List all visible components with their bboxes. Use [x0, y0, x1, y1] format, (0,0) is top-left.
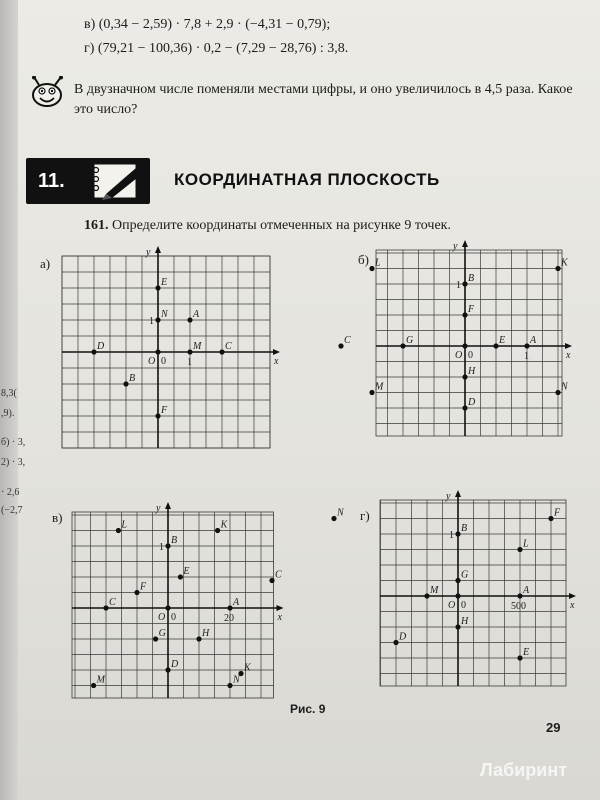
- point-A: [187, 317, 192, 322]
- point-C: [103, 605, 108, 610]
- point-label-F: F: [554, 507, 561, 519]
- point-G: [153, 636, 158, 641]
- x-axis-arrow: [569, 593, 576, 599]
- point-C: [338, 343, 343, 348]
- x-unit-label: 1: [524, 351, 529, 362]
- point-label-E: E: [161, 277, 168, 288]
- figure-caption: Рис. 9: [290, 702, 326, 716]
- y-axis-label: y: [453, 241, 458, 252]
- edge-fragment: (−2,7: [1, 505, 23, 516]
- y-axis-label: y: [156, 503, 161, 514]
- grid-lines: [380, 500, 566, 686]
- riddle-text: В двузначном числе поменяли местами цифры, и оно увеличилось в 4,5 раза. Какое это число?: [74, 82, 573, 117]
- zero-label: 0: [171, 612, 176, 623]
- point-D: [393, 640, 398, 645]
- smiley-icon: [30, 76, 66, 108]
- point-label-C: C: [344, 335, 351, 346]
- watermark-logo: Лабиринт: [480, 760, 568, 780]
- point-E: [178, 574, 183, 579]
- point-F: [548, 516, 553, 521]
- point-label-G: G: [461, 569, 469, 581]
- point-label-N: N: [233, 674, 240, 686]
- point-F: [462, 312, 467, 317]
- point-label-L: L: [121, 519, 127, 531]
- point-label-N: N: [561, 381, 568, 393]
- point-O: [155, 349, 160, 354]
- x-unit-label: 500: [511, 601, 526, 612]
- coordinate-grid-v: [72, 503, 282, 704]
- point-label-A: A: [523, 585, 530, 596]
- x-unit-label: 1: [187, 357, 192, 368]
- task-text: Определите координаты отмеченных на рисунке 9 точек.: [112, 218, 451, 233]
- exercise-line-g: г) (79,21 − 100,36) · 0,2 − (7,29 − 28,76) : 3,8.: [84, 41, 349, 56]
- section-number: 11.: [38, 170, 65, 192]
- edge-fragment: 2) · 3,: [1, 457, 26, 468]
- coordinate-grid-a: [62, 247, 279, 452]
- point-label-C: C: [225, 341, 232, 352]
- y-unit-label: 1: [149, 316, 154, 327]
- point-B: [455, 531, 460, 536]
- coordinate-grid-b: [344, 241, 574, 442]
- point-label-A: A: [193, 309, 200, 320]
- point-M: [91, 683, 96, 688]
- exercise-line-v: в) (0,34 − 2,59) · 7,8 + 2,9 · (−4,31 − 0,79);: [84, 17, 331, 32]
- x-axis-label: x: [277, 612, 282, 623]
- point-K: [555, 266, 560, 271]
- y-axis-label: y: [446, 491, 451, 502]
- edge-fragment: 8,3(: [1, 388, 17, 399]
- point-E: [493, 343, 498, 348]
- point-N: [227, 683, 232, 688]
- y-unit-label: 1: [449, 530, 454, 541]
- y-axis-label: y: [146, 247, 151, 258]
- panel-label-g: г): [360, 508, 370, 523]
- point-N: [331, 516, 336, 521]
- point-label-H: H: [468, 366, 476, 377]
- point-label-M: M: [375, 381, 384, 393]
- point-label-E: E: [523, 647, 530, 658]
- point-label-D: D: [97, 341, 105, 352]
- point-label-O: O: [148, 356, 156, 367]
- section-title: КООРДИНАТНАЯ ПЛОСКОСТЬ: [174, 170, 440, 189]
- point-K: [215, 528, 220, 533]
- point-A: [517, 593, 522, 598]
- point-label-K: K: [561, 257, 568, 269]
- point-L: [116, 528, 121, 533]
- point-C: [269, 578, 274, 583]
- point-label-H: H: [202, 628, 210, 639]
- point-label-N: N: [161, 309, 168, 320]
- point-D: [165, 667, 170, 672]
- point-H: [196, 636, 201, 641]
- point-E: [517, 655, 522, 660]
- point-label-A: A: [530, 335, 537, 346]
- point-label-G: G: [158, 628, 166, 639]
- x-axis-arrow: [565, 343, 572, 349]
- point-label-L: L: [523, 538, 529, 550]
- point-H: [462, 374, 467, 379]
- point-label-B: B: [468, 273, 475, 284]
- point-M: [369, 390, 374, 395]
- point-label-B: B: [171, 535, 178, 546]
- page-number: 29: [546, 720, 561, 735]
- point-B: [165, 543, 170, 548]
- point-C: [219, 349, 224, 354]
- panel-label-v: в): [52, 510, 63, 525]
- x-axis-label: x: [566, 350, 571, 361]
- point-H: [455, 624, 460, 629]
- point-label-M: M: [430, 585, 439, 596]
- y-unit-label: 1: [159, 542, 164, 553]
- point-O: [165, 605, 170, 610]
- point-label-F: F: [140, 581, 147, 593]
- point-label-N: N: [337, 507, 344, 519]
- y-unit-label: 1: [456, 280, 461, 291]
- point-A: [524, 343, 529, 348]
- point-M: [187, 349, 192, 354]
- point-O: [455, 593, 460, 598]
- task-number: 161.: [84, 218, 109, 233]
- point-D: [91, 349, 96, 354]
- panel-label-a: а): [40, 256, 51, 271]
- point-label-D: D: [171, 659, 179, 670]
- point-label-M: M: [96, 674, 105, 686]
- point-A: [227, 605, 232, 610]
- book-spine: [0, 0, 18, 800]
- point-label-O: O: [448, 600, 456, 611]
- point-label-F: F: [161, 405, 168, 416]
- point-L: [369, 266, 374, 271]
- point-label-H: H: [461, 616, 469, 627]
- x-unit-label: 20: [224, 613, 234, 624]
- point-M: [424, 593, 429, 598]
- point-G: [455, 578, 460, 583]
- point-label-G: G: [406, 335, 414, 346]
- point-B: [462, 281, 467, 286]
- point-label-E: E: [499, 335, 506, 346]
- point-K: [238, 671, 243, 676]
- point-label-E: E: [183, 566, 190, 577]
- point-label-A: A: [233, 597, 240, 608]
- point-label-D: D: [399, 631, 407, 643]
- point-label-M: M: [193, 341, 202, 352]
- edge-fragment: ,9).: [1, 408, 15, 419]
- point-L: [517, 547, 522, 552]
- edge-fragment: б) · 3,: [1, 437, 26, 448]
- coordinate-grid-g: [244, 491, 576, 692]
- panel-label-b: б): [358, 252, 369, 267]
- point-N: [155, 317, 160, 322]
- x-axis-label: x: [274, 356, 279, 367]
- point-B: [123, 381, 128, 386]
- point-label-O: O: [158, 612, 166, 623]
- x-axis-label: x: [570, 600, 575, 611]
- point-label-F: F: [468, 304, 475, 315]
- zero-label: 0: [461, 600, 466, 611]
- point-F: [134, 590, 139, 595]
- point-label-L: L: [375, 257, 381, 269]
- point-label-D: D: [468, 397, 476, 408]
- point-N: [555, 390, 560, 395]
- point-label-O: O: [455, 350, 463, 361]
- edge-fragment: · 2,6: [1, 487, 20, 498]
- task-statement: [84, 218, 451, 234]
- point-label-B: B: [129, 373, 136, 384]
- point-label-K: K: [244, 662, 251, 674]
- zero-label: 0: [161, 356, 166, 367]
- point-label-K: K: [220, 519, 228, 531]
- point-label-B: B: [461, 523, 468, 534]
- point-label-C: C: [109, 597, 116, 608]
- point-E: [155, 285, 160, 290]
- notebook-pencil-icon: [84, 160, 146, 202]
- point-G: [400, 343, 405, 348]
- zero-label: 0: [468, 350, 473, 361]
- point-D: [462, 405, 467, 410]
- point-label-C: C: [275, 569, 282, 581]
- point-F: [155, 413, 160, 418]
- point-O: [462, 343, 467, 348]
